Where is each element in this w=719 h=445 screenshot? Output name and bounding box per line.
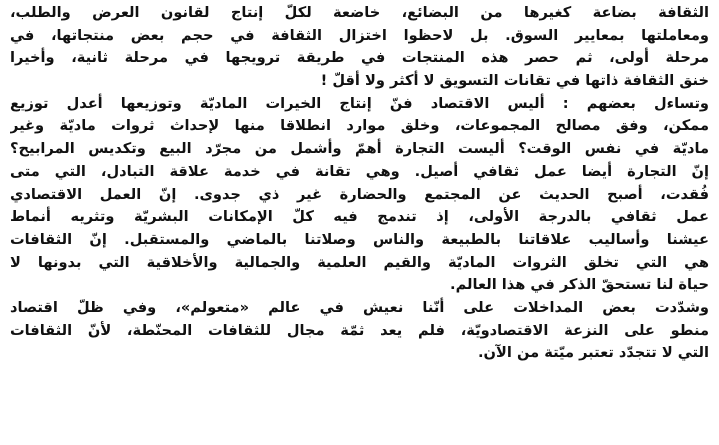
text-line: ومعاملتها بمعايير السوق. بل لاحظوا اختزال الثقافة في حجم بعض منتجاتها، في (10, 26, 709, 44)
text-line: منطو على النزعة الاقتصادويّة، فلم يعد ثمّة مجال للثقافات المحنّطة، لأنّ الثقافات (10, 321, 709, 339)
text-line: فُقدت، أصبح الحديث عن المجتمع والحضارة غير ذي جدوى. إنّ العمل الاقتصادي (10, 185, 709, 203)
paragraph-2 (10, 93, 709, 297)
text-line: ممكن، وفق مصالح المجموعات، وخلق موارد انطلاقا منها لإحداث ثروات ماديّة وغير (10, 117, 709, 135)
text-line: مرحلة أولى، ثم حصر هذه المنتجات في طريقة ترويجها في مرحلة ثانية، وأخيرا (10, 49, 709, 67)
text-line: الثقافة بضاعة كغيرها من البضائع، خاضعة لكلّ إنتاج لقانون العرض والطلب، (10, 4, 709, 21)
text-line: وتساءل بعضهم : أليس الاقتصاد فنّ إنتاج الخيرات الماديّة وتوزيعها أعدل توزيع (10, 94, 709, 112)
paragraph-1 (10, 2, 709, 93)
text-line: عمل ثقافي بالدرجة الأولى، إذ تندمج فيه كلّ الإمكانات البشريّة وتثريه أنماط (10, 208, 709, 226)
text-line: وشدّدت بعض المداخلات على أنّنا نعيش في عالم «متعولم»، وفي ظلّ اقتصاد (10, 298, 709, 316)
text-line: حياة لنا تستحقّ الذكر في هذا العالم. (450, 276, 709, 294)
text-line: ماديّة في نفس الوقت؟ أليست التجارة أهمّ وأشمل من مجرّد البيع وتكديس المرابيح؟ (10, 140, 709, 158)
text-line: هي التي تخلق الثروات الماديّة والقيم العلمية والجمالية والأخلاقية التي بدونها لا (10, 253, 709, 271)
text-line: خنق الثقافة ذاتها في تقانات التسويق لا أكثر ولا أقلّ ! (320, 72, 709, 90)
text-line: التي لا تتجدّد تعتبر ميّتة من الآن. (478, 344, 709, 362)
text-line: إنّ التجارة أيضا عمل ثقافي أصيل. وهي تقانة في خدمة علاقة التبادل، التي متى (10, 162, 709, 180)
text-line: عيشنا وأساليب علاقاتنا بالطبيعة والناس وصلاتنا بالماضي والمستقبل. إنّ الثقافات (10, 230, 709, 248)
paragraph-3 (10, 297, 709, 365)
